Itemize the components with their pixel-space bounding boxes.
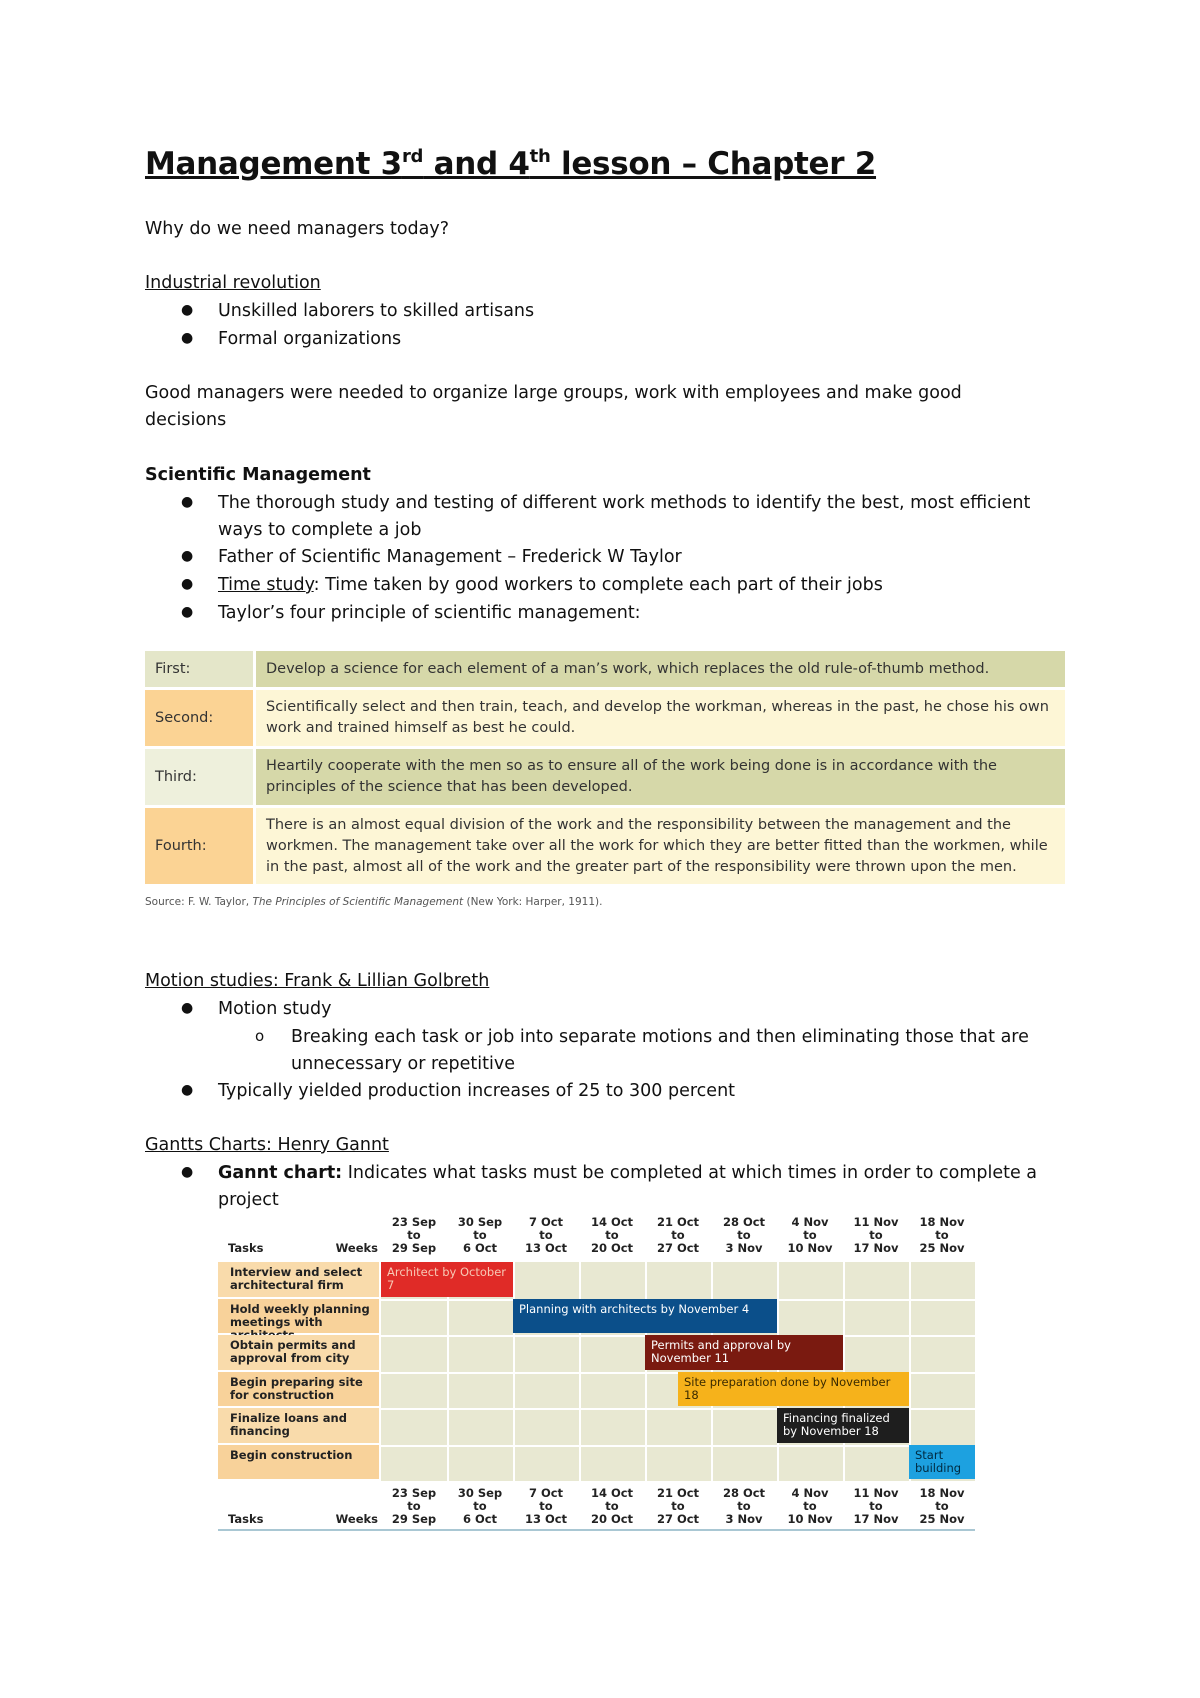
gantt-week-header-end: 6 Oct <box>462 1241 498 1255</box>
gantt-task-label: Begin preparing site for construction <box>230 1374 363 1402</box>
gantt-week-header-to: to <box>869 1228 883 1242</box>
gantt-week-header-end: 3 Nov <box>725 1512 763 1526</box>
table-cell-text: Develop a science for each element of a man’s work, which replaces the old rule-of-thumb method. <box>256 651 1065 687</box>
gantt-week-header-end: 17 Nov <box>853 1241 899 1255</box>
list-item: Unskilled laborers to skilled artisans <box>218 301 535 321</box>
gantt-week-header-end: 20 Oct <box>590 1512 634 1526</box>
table-row <box>145 651 1065 687</box>
list-item: The thorough study and testing of different work methods to identify the best, most efficient ways to complete a job <box>218 493 1031 540</box>
gantt-week-header: 30 Sep <box>457 1215 503 1229</box>
sub-bullet-icon: o <box>255 1027 265 1045</box>
gantt-chart <box>218 1216 993 1546</box>
gantt-week-header-to: to <box>671 1228 685 1242</box>
bullet-icon: ● <box>181 1164 194 1180</box>
gantt-week-header-to: to <box>869 1499 883 1513</box>
gantt-week-header: 21 Oct <box>656 1215 700 1229</box>
gantt-week-header-end: 29 Sep <box>391 1512 437 1526</box>
gantt-bar: Planning with architects by November 4 <box>513 1299 777 1334</box>
gantt-week-header: 11 Nov <box>853 1215 899 1229</box>
gantt-week-header: 11 Nov <box>853 1486 899 1500</box>
list-item: Motion study <box>218 999 332 1019</box>
gantt-week-header-end: 6 Oct <box>462 1512 498 1526</box>
gantt-week-header: 14 Oct <box>590 1486 634 1500</box>
gantt-week-header-end: 25 Nov <box>919 1512 965 1526</box>
gantt-week-header-to: to <box>605 1499 619 1513</box>
gantt-week-header-to: to <box>935 1499 949 1513</box>
gantt-week-header: 18 Nov <box>919 1486 965 1500</box>
gantt-week-header-end: 17 Nov <box>853 1512 899 1526</box>
gantt-week-header: 23 Sep <box>391 1215 437 1229</box>
gantt-week-header-end: 29 Sep <box>391 1241 437 1255</box>
gantt-task-label: Interview and select architectural firm <box>230 1265 363 1292</box>
table-cell-label: Third: <box>145 749 253 805</box>
gantt-week-header-to: to <box>935 1228 949 1242</box>
gantt-week-header: 18 Nov <box>919 1215 965 1229</box>
industrial-heading: Industrial revolution <box>145 273 321 293</box>
gantt-week-header: 4 Nov <box>791 1215 829 1229</box>
gantt-bar: Permits and approval by November 11 <box>645 1335 843 1370</box>
gantt-week-header-end: 27 Oct <box>656 1241 700 1255</box>
bullet-icon: ● <box>181 1000 194 1016</box>
intro-question: Why do we need managers today? <box>145 219 450 239</box>
gantt-week-header-to: to <box>473 1499 487 1513</box>
gantt-bar: Architect by October 7 <box>381 1262 513 1297</box>
table-cell-text: Scientifically select and then train, teach, and develop the workman, whereas in the past, he chose his own work and trained himself as best he could. <box>256 690 1065 746</box>
list-item: Father of Scientific Management – Frederick W Taylor <box>218 547 682 567</box>
bullet-icon: ● <box>181 1082 194 1098</box>
table-row <box>145 690 1065 746</box>
table-source-note: Source: F. W. Taylor, The Principles of Scientific Management (New York: Harper, 1911). <box>145 896 603 908</box>
bullet-icon: ● <box>181 330 194 346</box>
scientific-heading: Scientific Management <box>145 465 371 485</box>
gantt-axis-line <box>218 1529 975 1531</box>
gantt-week-header-to: to <box>407 1499 421 1513</box>
gantt-week-header-to: to <box>803 1228 817 1242</box>
page-title: Management 3rd and 4th lesson – Chapter 2 <box>145 146 877 182</box>
good-managers-paragraph: Good managers were needed to organize large groups, work with employees and make good decisions <box>145 383 962 430</box>
bullet-icon: ● <box>181 604 194 620</box>
bullet-icon: ● <box>181 302 194 318</box>
gantt-week-header-end: 20 Oct <box>590 1241 634 1255</box>
gantt-week-header-to: to <box>803 1499 817 1513</box>
table-cell-text: Heartily cooperate with the men so as to ensure all of the work being done is in accordance with the principles of the science that has been developed. <box>256 749 1065 805</box>
gantt-weeks-label: Weeks <box>335 1241 378 1255</box>
gantt-bar: Start building <box>909 1445 975 1480</box>
gantt-week-header-end: 27 Oct <box>656 1512 700 1526</box>
gantt-bar: Financing finalized by November 18 <box>777 1408 909 1443</box>
list-item: Time study: Time taken by good workers to complete each part of their jobs <box>218 575 883 595</box>
gantt-tasks-label: Tasks <box>228 1512 264 1526</box>
gantt-week-header-end: 13 Oct <box>524 1241 568 1255</box>
gantt-week-header-to: to <box>539 1228 553 1242</box>
gantt-week-header-to: to <box>407 1228 421 1242</box>
gantt-week-header: 30 Sep <box>457 1486 503 1500</box>
gantt-week-header: 21 Oct <box>656 1486 700 1500</box>
list-item: Formal organizations <box>218 329 402 349</box>
gantt-week-header: 7 Oct <box>528 1486 564 1500</box>
table-cell-text: There is an almost equal division of the work and the responsibility between the management and the workmen. The management take over all the work for which they are better fitted than the workmen, while in the past, almost all of the work and the greater part of the responsibility were thrown upon the men. <box>256 808 1065 884</box>
gantt-week-header-to: to <box>473 1228 487 1242</box>
gantt-week-header-end: 13 Oct <box>524 1512 568 1526</box>
gantt-week-header-to: to <box>539 1499 553 1513</box>
bullet-icon: ● <box>181 576 194 592</box>
table-cell-label: Fourth: <box>145 808 253 884</box>
gantt-week-header: 23 Sep <box>391 1486 437 1500</box>
list-subitem: Breaking each task or job into separate motions and then eliminating those that are unnecessary or repetitive <box>291 1027 1029 1074</box>
gantt-task-label: Finalize loans and financing <box>230 1411 347 1438</box>
gantt-task-label: Begin construction <box>230 1447 353 1462</box>
table-cell-label: First: <box>145 651 253 687</box>
gantt-week-header: 28 Oct <box>722 1486 766 1500</box>
table-row <box>145 808 1065 884</box>
table-row <box>145 749 1065 805</box>
motion-heading: Motion studies: Frank & Lillian Golbreth <box>145 971 490 991</box>
gantt-week-header-end: 10 Nov <box>787 1241 833 1255</box>
list-item: Typically yielded production increases of 25 to 300 percent <box>218 1081 736 1101</box>
gantt-tasks-label: Tasks <box>228 1241 264 1255</box>
gantt-week-header: 14 Oct <box>590 1215 634 1229</box>
gantt-week-header: 7 Oct <box>528 1215 564 1229</box>
gantt-task-label: Obtain permits and approval from city <box>230 1338 356 1365</box>
gantt-week-header-end: 3 Nov <box>725 1241 763 1255</box>
gantt-week-header: 28 Oct <box>722 1215 766 1229</box>
gantt-week-header-to: to <box>737 1228 751 1242</box>
gantt-week-header-to: to <box>605 1228 619 1242</box>
gantt-week-header-to: to <box>737 1499 751 1513</box>
gantt-week-header: 4 Nov <box>791 1486 829 1500</box>
gantt-weeks-label: Weeks <box>335 1512 378 1526</box>
table-cell-label: Second: <box>145 690 253 746</box>
gantt-week-header-to: to <box>671 1499 685 1513</box>
taylor-principles-table <box>145 651 1065 887</box>
bullet-icon: ● <box>181 494 194 510</box>
gantt-week-header-end: 10 Nov <box>787 1512 833 1526</box>
gantt-heading: Gantts Charts: Henry Gannt <box>145 1135 389 1155</box>
list-item: Taylor’s four principle of scientific management: <box>218 603 641 623</box>
gantt-task-label: Hold weekly planning meetings with <box>230 1301 370 1329</box>
bullet-icon: ● <box>181 548 194 564</box>
list-item: Gannt chart: Indicates what tasks must be completed at which times in order to complete a project <box>218 1163 1038 1210</box>
gantt-week-header-end: 25 Nov <box>919 1241 965 1255</box>
gantt-bar: Site preparation done by November 18 <box>678 1372 909 1407</box>
